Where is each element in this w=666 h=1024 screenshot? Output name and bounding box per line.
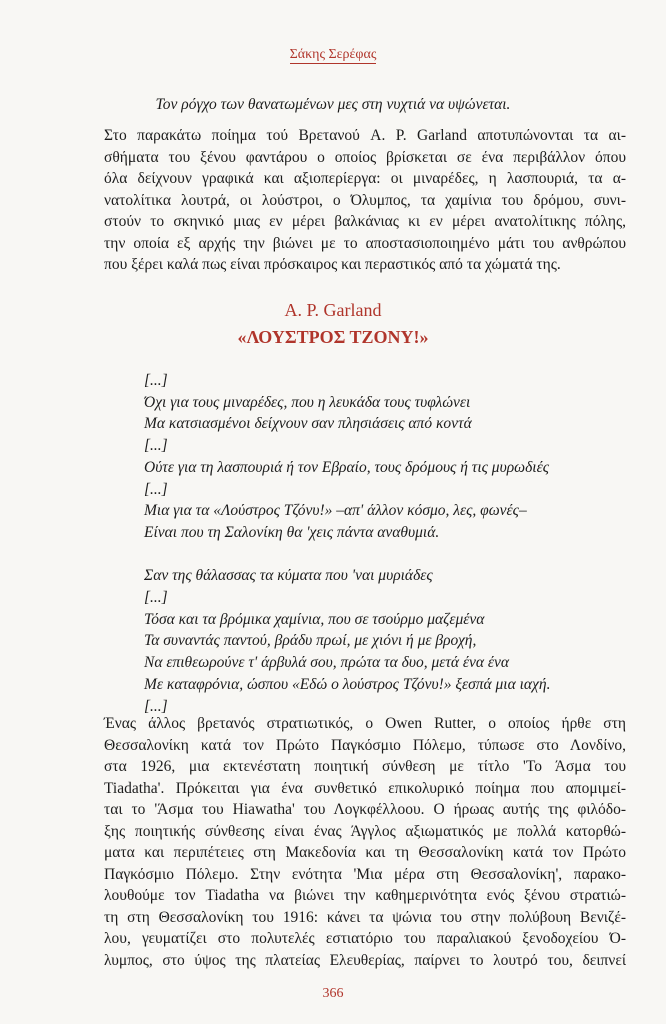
poem-line: [...] (144, 437, 168, 455)
paragraph-line: Θεσσαλονίκη κατά τον Πρώτο Παγκόσμιο Πόλεμο, τύπωσε στο Λονδίνο, (104, 736, 626, 754)
paragraph-line: ματα και περιπέτειες στη Μακεδονία και τη Θεσσαλονίκη κατά τον Πρώτο (104, 844, 626, 861)
paragraph-line: ται το 'Άσμα του Hiawatha' του Λογκφέλλοου. Ο ήρωας αυτής της φιλόδο- (104, 801, 626, 818)
poem-title: «ΛΟΥΣΤΡΟΣ ΤΖΟΝΥ!» (237, 327, 429, 347)
poem-heading (0, 300, 666, 348)
poem (144, 370, 624, 717)
paragraph-line: σθήματα του ξένου φαντάρου ο οποίος βρίσκεται σε ένα περιβάλλον όπου (104, 148, 626, 166)
paragraph-line: όλα δείχνουν γραφικά και αξιοπερίεργα: οι μιναρέδες, η λασπουριά, τα α- (104, 170, 626, 187)
poem-author: A. P. Garland (284, 300, 382, 320)
running-title: Σάκης Σερέφας (289, 47, 377, 62)
paragraph-line: Στο παρακάτω ποίημα τού Βρετανού A. P. Garland αποτυπώνονται τα αι- (104, 127, 626, 144)
poem-line: [...] (144, 480, 168, 498)
paragraph-line: λου, γευματίζει στο πολυτελές εστιατόριο του παραλιακού ξενοδοχείου Ό- (104, 930, 626, 947)
paragraph-line: νατολίτικα λουτρά, οι λούστροι, ο Όλυμπος, τα χαμίνια του δρόμου, συνι- (104, 191, 626, 209)
poem-line: [...] (144, 589, 168, 607)
intro-paragraph (104, 125, 626, 276)
poem-line: Μια για τα «Λούστρος Τζόνυ!» –απ' άλλον κόσμο, λες, φωνές– (144, 502, 527, 520)
poem-line: Να επιθεωρούνε τ' άρβυλά σου, πρώτα τα δυο, μετά ένα ένα (144, 654, 510, 672)
paragraph-line: Ένας άλλος βρετανός στρατιωτικός, ο Owen Rutter, ο οποίος ήρθε στη (104, 715, 626, 732)
paragraph-line: στα 1926, μια εκτενέστατη ποιητική σύνθεση με τίτλο 'Το Άσμα του (104, 758, 626, 775)
poem-line: [...] (144, 697, 168, 715)
poem-line: Ούτε για τη λασπουριά ή τον Εβραίο, τους δρόμους ή τις μυρωδιές (144, 458, 549, 476)
stanza-break (144, 544, 624, 566)
poem-line: Είναι που τη Σαλονίκη θα 'χεις πάντα αναθυμιά. (144, 523, 440, 541)
paragraph-line: την οποία εξ αρχής την βιώνει με το αποστασιοποιημένο μάτι του ανθρώπου (104, 234, 626, 252)
poem-line: Σαν της θάλασσας τα κύματα που 'ναι μυριάδες (144, 567, 433, 585)
paragraph-line: Tiadatha'. Πρόκειται για ένα συνθετικό επικολυρικό ποίημα που απομιμεί- (104, 779, 626, 797)
page-number: 366 (322, 986, 344, 1001)
paragraph-line: στούν το σκηνικό μιας εν μέρει βαλκάνιας κι εν μέρει ανατολίτικης πόλης, (104, 213, 626, 230)
paragraph-line: που ξέρει καλά πως είναι πρόσκαιρος και περαστικός από τα χώματά της. (104, 256, 561, 273)
running-header (0, 47, 666, 63)
poem-line: Τα συναντάς παντού, βράδυ πρωί, με χιόνι ή με βροχή, (144, 632, 477, 650)
paragraph-line: Παγκόσμιο Πόλεμο. Στην ενότητα 'Μια μέρα στη Θεσσαλονίκη', παρακο- (104, 865, 626, 883)
poem-line: [...] (144, 372, 168, 389)
second-paragraph (104, 713, 626, 971)
paragraph-line: λυμπος, στο ύψος της πλατείας Ελευθερίας, παίρνει το λουτρό του, δειπνεί (104, 951, 626, 969)
paragraph-line: λουθούμε τον Tiadatha να βιώνει την καθημερινότητα ενός ξένου στρατιώ- (104, 887, 626, 904)
poem-line: Όχι για τους μιναρέδες, που η λευκάδα τους τυφλώνει (144, 393, 471, 411)
paragraph-line: ξης ποιητικής σύνθεσης είναι ένας Άγγλος αξιωματικός με πολλά κατορθώ- (104, 822, 626, 840)
poem-line: Τόσα και τα βρόμικα χαμίνια, που σε τσούρμο μαζεμένα (144, 610, 485, 628)
paragraph-line: τη στη Θεσσαλονίκη του 1916: κάνει τα ψώνια του στην πολύβουη Βενιζέ- (104, 908, 626, 926)
poem-line: Μα κατσιασμένοι δείχνουν σαν πλησιάσεις από κοντά (144, 415, 472, 433)
epigraph: Τον ρόγχο των θανατωμένων μες στη νυχτιά να υψώνεται. (155, 96, 511, 113)
poem-line: Με καταφρόνια, ώσπου «Εδώ ο λούστρος Τζόνυ!» ξεσπά μια ιαχή. (144, 675, 551, 693)
